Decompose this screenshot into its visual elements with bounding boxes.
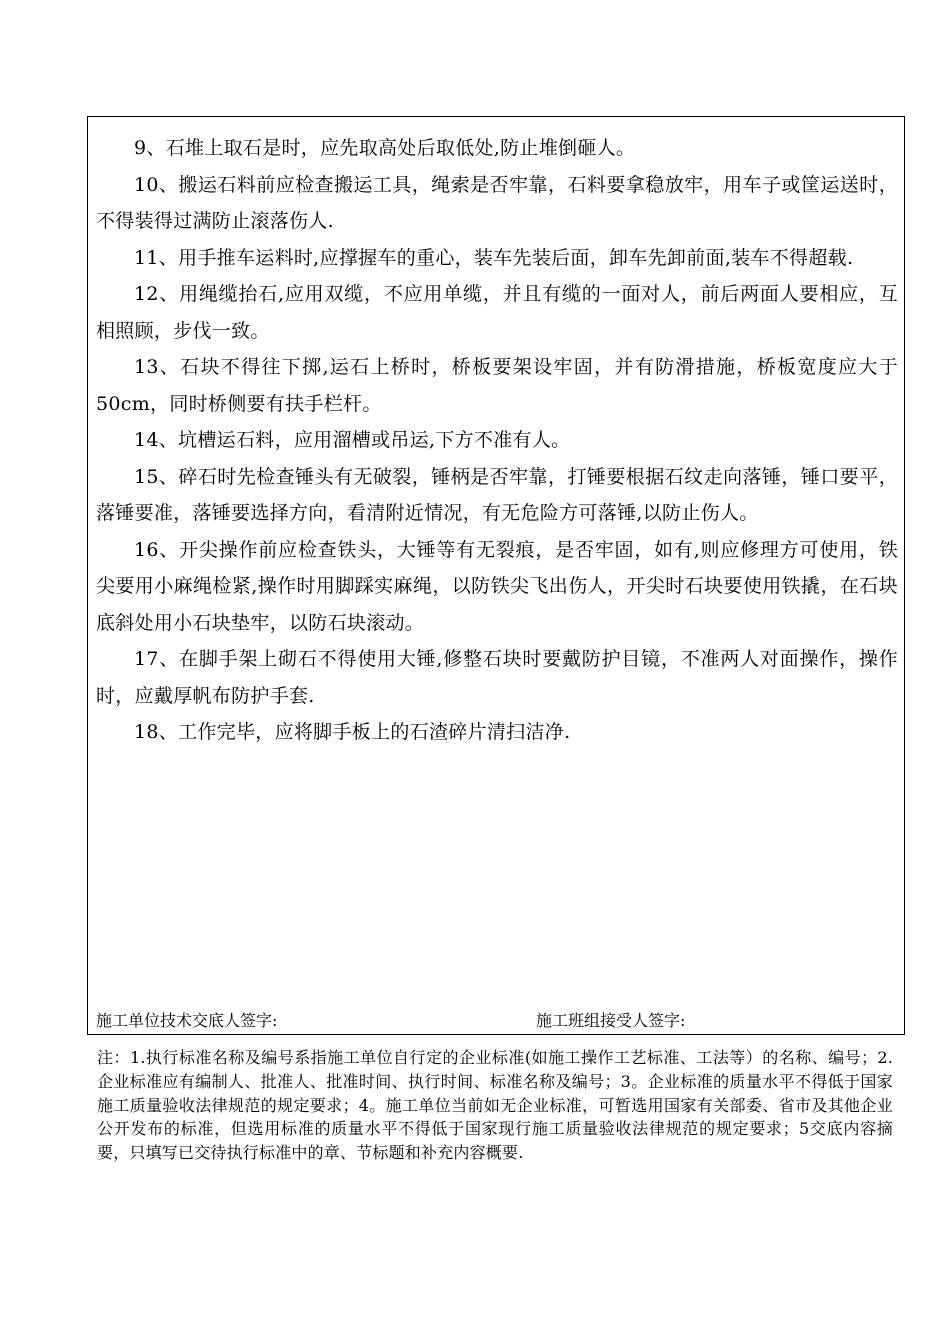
footnote: 注：1.执行标准名称及编号系指施工单位自行定的企业标准(如施工操作工艺标准、工法等）的名称、编号；2.企业标准应有编制人、批准人、批准时间、执行时间、标准名称及编号；3。企业标准的质量水平不得低于国家施工质量验收法律规范的规定要求；4。施工单位当前如无企业标准，可暂选用国家有关部委、省市及其他企业公开发布的标准，但选用标准的质量水平不得低于国家现行施工质量验收法律规范的规定要求；5交底内容摘要，只填写已交待执行标准中的章、节标题和补充内容概要. [97,1048,893,1163]
safety-item-11: 11、用手推车运料时,应撑握车的重心，装车先装后面，卸车先卸前面,装车不得超载. [134,246,854,269]
team-receiver-signature-label: 施工班组接受人签字: [536,1011,686,1030]
safety-item-9: 9、石堆上取石是时，应先取高处后取低处,防止堆倒砸人。 [134,137,636,159]
safety-item-14: 14、坑槽运石料，应用溜槽或吊运,下方不准有人。 [134,429,571,451]
safety-item-18: 18、工作完毕，应将脚手板上的石渣碎片清扫洁净. [134,721,571,743]
safety-item-16: 16、开尖操作前应检查铁头，大锤等有无裂痕，是否牢固，如有,则应修理方可使用，铁尖要用小麻绳检紧,操作时用脚踩实麻绳，以防铁尖飞出伤人，开尖时石块要使用铁撬，在石块底斜处用小石块垫牢，以防石块滚动。 [96,538,898,634]
safety-item-12: 12、用绳缆抬石,应用双缆，不应用单缆，并且有缆的一面对人，前后两面人要相应，互相照顾，步伐一致。 [96,283,898,342]
safety-items [96,130,898,751]
safety-item-15: 15、碎石时先检查锤头有无破裂，锤柄是否牢靠，打锤要根据石纹走向落锤，锤口要平，落锤要准，落锤要选择方向，看清附近情况，有无危险方可落锤,以防止伤人。 [96,465,898,524]
safety-item-13: 13、石块不得往下掷,运石上桥时，桥板要架设牢固，并有防滑措施，桥板宽度应大于50cm，同时桥侧要有扶手栏杆。 [96,356,898,415]
safety-item-10: 10、搬运石料前应检查搬运工具，绳索是否牢靠，石料要拿稳放牢，用车子或筐运送时，不得装得过满防止滚落伤人. [96,173,898,232]
safety-item-17: 17、在脚手架上砌石不得使用大锤,修整石块时要戴防护目镜，不准两人对面操作，操作时，应戴厚帆布防护手套. [96,648,898,707]
technical-discloser-signature-label: 施工单位技术交底人签字: [96,1011,278,1030]
disclosure-table [87,116,905,1035]
